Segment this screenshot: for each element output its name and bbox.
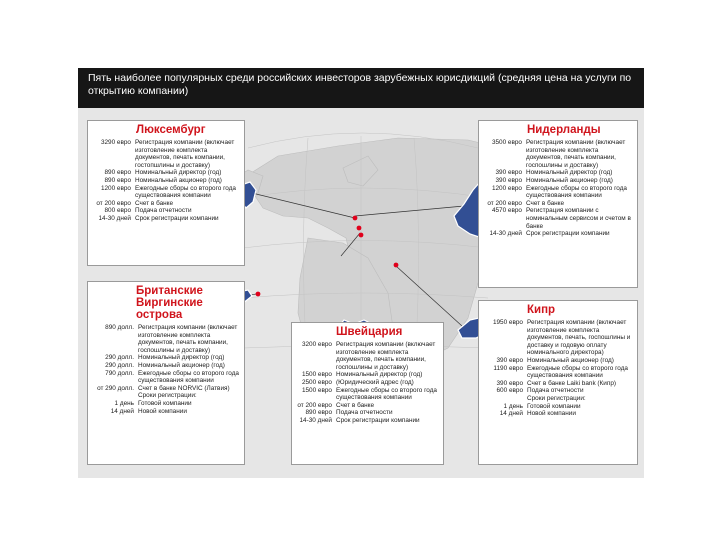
price-list [481, 319, 633, 418]
country-name: Швейцария [336, 326, 403, 338]
price-row [294, 417, 439, 425]
price-row [90, 139, 240, 169]
price-value [481, 395, 527, 403]
price-description: Подача отчетности [135, 207, 192, 215]
price-description: (Юридический адрес (год) [336, 378, 414, 386]
country-name: Британские Виргинские острова [136, 285, 203, 321]
price-description: Счет в банке [336, 401, 375, 409]
price-value: 14-30 дней [299, 416, 332, 424]
infographic [78, 68, 644, 478]
price-value: 3200 евро [301, 341, 332, 348]
price-row [90, 392, 240, 400]
marker-switzerland [359, 233, 364, 238]
price-value: 390 евро [495, 169, 522, 177]
price-row [481, 139, 633, 169]
price-value: от 290 долл. [97, 384, 134, 392]
price-description: Регистрация компании с номинальным сервисом и счетом в банке [526, 207, 631, 230]
price-value: 890 долл. [105, 324, 134, 331]
price-value: 1 день [503, 402, 523, 410]
price-value: 1190 евро [493, 364, 523, 372]
price-value: 2500 евро [301, 378, 332, 386]
price-value: 390 евро [495, 176, 522, 184]
price-description: Подача отчетности [336, 409, 393, 417]
price-value: 3500 евро [491, 139, 522, 146]
price-row [481, 169, 633, 177]
price-value: 890 евро [104, 176, 131, 184]
price-value: от 200 евро [487, 199, 522, 207]
price-value: 1200 евро [100, 184, 131, 192]
price-value: 14 дней [499, 410, 523, 418]
price-value: 800 евро [104, 207, 131, 215]
price-row [294, 402, 439, 410]
price-description: Ежегодные сборы со второго года существования компании [527, 364, 628, 380]
price-list [481, 139, 633, 238]
price-description: Новой компании [527, 410, 576, 418]
price-description: Счет в банке Laiki bank (Кипр) [527, 379, 616, 387]
price-description: Номинальный директор (год) [526, 169, 613, 177]
price-description: Ежегодные сборы со второго года существования компании [526, 184, 627, 200]
country-name: Нидерланды [527, 124, 601, 136]
price-description: Ежегодные сборы со второго года существования компании [336, 386, 437, 402]
price-value: 790 долл. [105, 369, 134, 377]
price-row [481, 357, 633, 365]
price-row [90, 200, 240, 208]
price-row [481, 387, 633, 395]
price-value: 14 дней [110, 407, 134, 415]
country-name: Люксембург [136, 124, 206, 136]
price-row [481, 380, 633, 388]
price-row [294, 409, 439, 417]
price-value: 14-30 дней [489, 230, 522, 238]
price-row [481, 207, 633, 230]
price-description: Сроки регистрации: [138, 392, 197, 400]
price-value: 1500 евро [301, 386, 332, 394]
price-value: 14-30 дней [98, 214, 131, 222]
price-value: 4570 евро [491, 207, 522, 215]
price-description: Номинальный акционер (год) [526, 176, 613, 184]
price-description: Номинальный акционер (год) [138, 361, 225, 369]
price-row [481, 365, 633, 380]
price-row [90, 354, 240, 362]
price-row [90, 207, 240, 215]
price-row [90, 385, 240, 393]
price-row [294, 341, 439, 371]
country-name: Кипр [527, 304, 556, 316]
price-row [294, 379, 439, 387]
marker-bvi [256, 292, 261, 297]
price-row [294, 387, 439, 402]
price-description: Номинальный директор (год) [138, 354, 225, 362]
price-row [90, 324, 240, 354]
price-description: Регистрация компании (включает изготовление комплекта документов, печать компании, госпошлины и доставку) [138, 324, 238, 354]
price-description: Срок регистрации компании [135, 214, 219, 222]
price-row [90, 185, 240, 200]
price-value: 1950 евро [492, 319, 523, 326]
price-row [481, 200, 633, 208]
price-value: 600 евро [496, 387, 523, 395]
price-value: 390 евро [496, 356, 523, 364]
price-value: от 200 евро [96, 199, 131, 207]
price-description: Регистрация компании (включает изготовление комплекта документов, печать компании, гостопшлины и доставку) [135, 139, 235, 169]
price-value: 1500 евро [301, 371, 332, 379]
price-row [481, 395, 633, 403]
price-row [90, 169, 240, 177]
price-description: Сроки регистрации: [527, 394, 586, 402]
marker-luxembourg [357, 226, 362, 231]
price-row [294, 371, 439, 379]
switzerland-panel [291, 322, 444, 465]
price-row [481, 403, 633, 411]
price-row [481, 185, 633, 200]
price-row [481, 319, 633, 357]
price-description: Регистрация компании (включает изготовление комплекта документов, печать компании, госпошлины и доставку) [526, 139, 626, 169]
price-row [90, 370, 240, 385]
page-title: Пять наиболее популярных среди российских инвесторов зарубежных юрисдикций (средняя цена на услуги по открытию компании) [78, 68, 644, 108]
price-row [481, 410, 633, 418]
price-description: Регистрация компании (включает изготовление комплекта документов, печать компании, госпошлины и доставку) [336, 341, 436, 371]
price-value: 3290 евро [100, 139, 131, 146]
price-description: Номинальный акционер (год) [527, 356, 614, 364]
price-description: Подача отчетности [527, 387, 584, 395]
price-value [90, 392, 138, 400]
price-description: Ежегодные сборы со второго года существования компании [135, 184, 236, 200]
price-value: 390 евро [496, 379, 523, 387]
price-description: Номинальный директор (год) [135, 169, 222, 177]
price-value: 290 долл. [105, 361, 134, 369]
price-value: 1 день [114, 399, 134, 407]
price-value: 1200 евро [491, 184, 522, 192]
price-row [90, 408, 240, 416]
bvi-panel [87, 281, 245, 465]
cyprus-panel [478, 300, 638, 465]
price-description: Срок регистрации компании [526, 230, 610, 238]
price-row [90, 215, 240, 223]
price-description: Новой компании [138, 407, 187, 415]
price-list [90, 324, 240, 415]
netherlands-panel [478, 120, 638, 288]
price-description: Счет в банке NORVIC (Латвия) [138, 384, 230, 392]
price-description: Номинальный директор (год) [336, 371, 423, 379]
price-value: 890 евро [305, 409, 332, 417]
price-description: Ежегодные сборы со второго года существования компании [138, 369, 239, 385]
price-description: Срок регистрации компании [336, 416, 420, 424]
price-description: Готовой компании [527, 402, 581, 410]
price-list [90, 139, 240, 223]
price-row [90, 177, 240, 185]
price-description: Регистрация компании (включает изготовление комплекта документов, печать, госпошлины и доставку и годовую оплату номинального директора) [527, 319, 631, 357]
price-value: 290 долл. [105, 354, 134, 362]
price-row [90, 362, 240, 370]
price-description: Номинальный акционер (год) [135, 176, 222, 184]
price-list [294, 341, 439, 425]
price-description: Счет в банке [135, 199, 174, 207]
marker-cyprus [394, 263, 399, 268]
price-row [481, 230, 633, 238]
luxembourg-panel [87, 120, 245, 266]
price-description: Готовой компании [138, 399, 192, 407]
marker-netherlands [353, 216, 358, 221]
price-description: Счет в банке [526, 199, 565, 207]
price-value: от 200 евро [297, 401, 332, 409]
price-value: 890 евро [104, 169, 131, 177]
price-row [90, 400, 240, 408]
price-row [481, 177, 633, 185]
